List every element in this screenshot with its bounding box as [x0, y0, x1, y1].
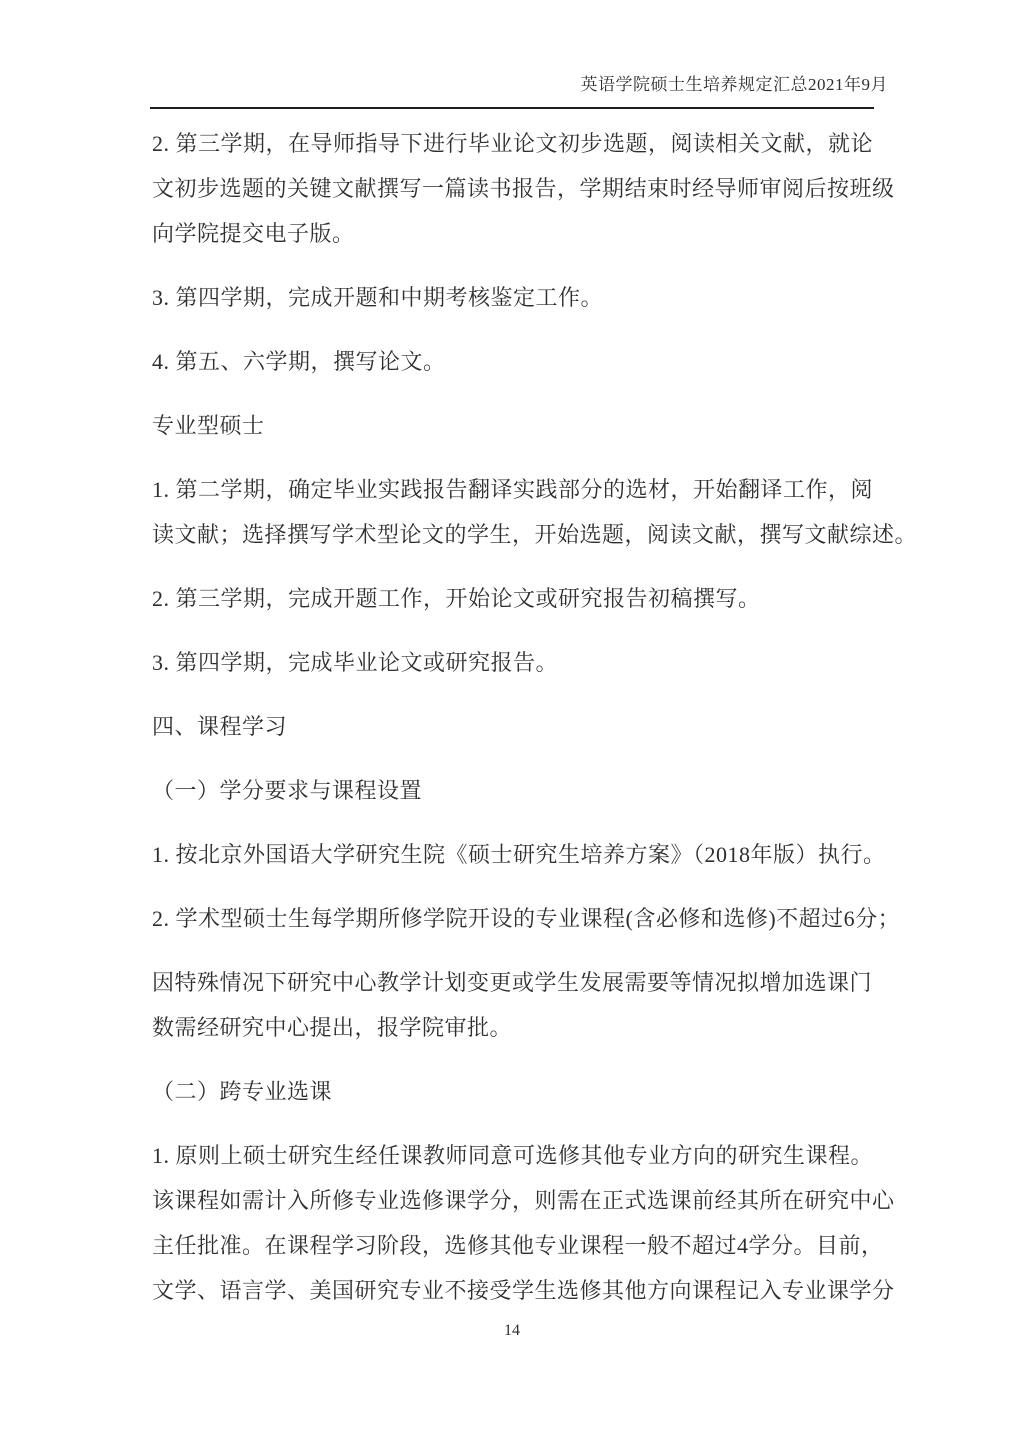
text-line: 2. 学术型硕士生每学期所修学院开设的专业课程(含必修和选修)不超过6分；	[152, 906, 901, 931]
paragraph-section-label	[152, 403, 892, 448]
text-line: 专业型硕士	[152, 413, 265, 438]
text-line: 数需经研究中心提出，报学院审批。	[152, 1015, 513, 1040]
document-body	[152, 121, 918, 1313]
paragraph-subsection-heading	[152, 768, 892, 813]
text-line: 读文献；选择撰写学术型论文的学生，开始选题，阅读文献，撰写文献综述。	[152, 522, 918, 547]
text-line: 四、课程学习	[152, 714, 288, 739]
paragraph	[152, 275, 892, 320]
paragraph	[152, 467, 918, 557]
page-number: 14	[504, 1322, 520, 1339]
paragraph	[152, 1133, 895, 1313]
text-line: 向学院提交电子版。	[152, 221, 355, 246]
paragraph	[152, 832, 892, 877]
paragraph	[152, 339, 892, 384]
text-line: 3. 第四学期，完成毕业论文或研究报告。	[152, 650, 559, 675]
paragraph	[152, 896, 901, 941]
text-line: 3. 第四学期，完成开题和中期考核鉴定工作。	[152, 285, 604, 310]
paragraph-section-heading	[152, 704, 892, 749]
header-divider-rule	[150, 107, 874, 109]
text-line: 因特殊情况下研究中心教学计划变更或学生发展需要等情况拟增加选课门	[152, 970, 873, 995]
paragraph	[152, 960, 892, 1050]
text-line: 1. 第二学期，确定毕业实践报告翻译实践部分的选材，开始翻译工作，阅	[152, 477, 874, 502]
text-line: 文学、语言学、美国研究专业不接受学生选修其他方向课程记入专业课学分	[152, 1278, 895, 1303]
paragraph	[152, 576, 892, 621]
page-header-title: 英语学院硕士生培养规定汇总2021年9月	[580, 75, 888, 94]
text-line: （二）跨专业选课	[152, 1079, 333, 1104]
text-line: 该课程如需计入所修专业选修课学分，则需在正式选课前经其所在研究中心	[152, 1188, 895, 1213]
paragraph	[152, 640, 892, 685]
text-line: 4. 第五、六学期，撰写论文。	[152, 349, 446, 374]
text-line: 2. 第三学期，在导师指导下进行毕业论文初步选题，阅读相关文献，就论	[152, 131, 874, 156]
text-line: 主任批准。在课程学习阶段，选修其他专业课程一般不超过4学分。目前，	[152, 1233, 884, 1258]
text-line: 1. 按北京外国语大学研究生院《硕士研究生培养方案》（2018年版）执行。	[152, 842, 886, 867]
text-line: 2. 第三学期，完成开题工作，开始论文或研究报告初稿撰写。	[152, 586, 761, 611]
text-line: 文初步选题的关键文献撰写一篇读书报告，学期结束时经导师审阅后按班级	[152, 176, 895, 201]
paragraph	[152, 121, 895, 256]
text-line: （一）学分要求与课程设置	[152, 778, 423, 803]
paragraph-subsection-heading	[152, 1069, 892, 1114]
text-line: 1. 原则上硕士研究生经任课教师同意可选修其他专业方向的研究生课程。	[152, 1143, 874, 1168]
